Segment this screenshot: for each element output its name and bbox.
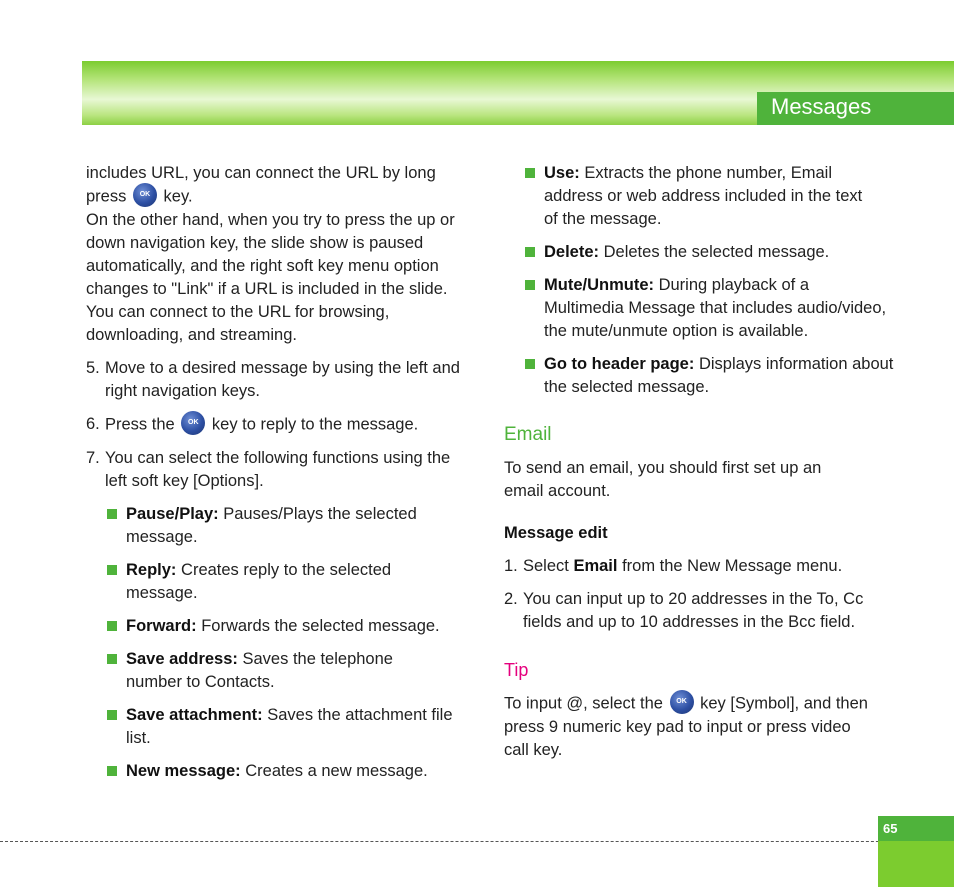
right-column bbox=[504, 162, 894, 762]
message-edit-heading: Message edit bbox=[504, 524, 608, 542]
intro-paragraph-2: On the other hand, when you try to press the up or down navigation key, the slide show is paused automatically, and the right soft key menu option changes to "Link" if a URL is included in the slide. You can connect to the URL for browsing, downloading, and streaming. bbox=[86, 211, 455, 344]
list-item: New message: Creates a new message. bbox=[86, 760, 506, 783]
ok-key-icon: OK bbox=[670, 690, 694, 714]
step-7: 7. You can select the following functions using the left soft key [Options]. bbox=[86, 449, 451, 490]
list-item: Save address: Saves the telephone number to Contacts. bbox=[86, 648, 436, 694]
step-6: 6. Press the OK key to reply to the message. bbox=[86, 413, 466, 437]
ok-key-icon: OK bbox=[133, 183, 157, 207]
ok-key-icon: OK bbox=[181, 411, 205, 435]
left-column bbox=[86, 162, 466, 783]
list-item: Pause/Play: Pauses/Plays the selected message. bbox=[86, 503, 456, 549]
list-item: Use: Extracts the phone number, Email address or web address included in the text of the message. bbox=[504, 162, 874, 231]
footer-dashed-divider bbox=[0, 841, 954, 842]
message-edit-step-2: 2. You can input up to 20 addresses in the To, Cc fields and up to 10 addresses in the Bcc field. bbox=[504, 590, 864, 631]
list-item: Reply: Creates reply to the selected message. bbox=[86, 559, 426, 605]
page-number: 65 bbox=[878, 816, 954, 841]
list-item: Go to header page: Displays information about the selected message. bbox=[504, 353, 914, 399]
step-5: 5. Move to a desired message by using the left and right navigation keys. bbox=[86, 359, 460, 400]
list-item: Forward: Forwards the selected message. bbox=[86, 615, 506, 638]
section-title: Messages bbox=[757, 92, 954, 125]
list-item: Mute/Unmute: During playback of a Multimedia Message that includes audio/video, the mute/unmute option is available. bbox=[504, 274, 889, 343]
email-heading: Email bbox=[504, 424, 552, 445]
email-paragraph: To send an email, you should first set up an email account. bbox=[504, 459, 822, 500]
list-item: Delete: Deletes the selected message. bbox=[504, 241, 904, 264]
tip-paragraph: To input @, select the OK key [Symbol], and then press 9 numeric key pad to input or press video call key. bbox=[504, 692, 879, 762]
tip-heading: Tip bbox=[504, 660, 529, 680]
message-edit-step-1: 1. Select Email from the New Message menu. bbox=[504, 557, 843, 575]
list-item: Save attachment: Saves the attachment file list. bbox=[86, 704, 466, 750]
intro-paragraph-1: includes URL, you can connect the URL by long press OK key. bbox=[86, 164, 436, 206]
